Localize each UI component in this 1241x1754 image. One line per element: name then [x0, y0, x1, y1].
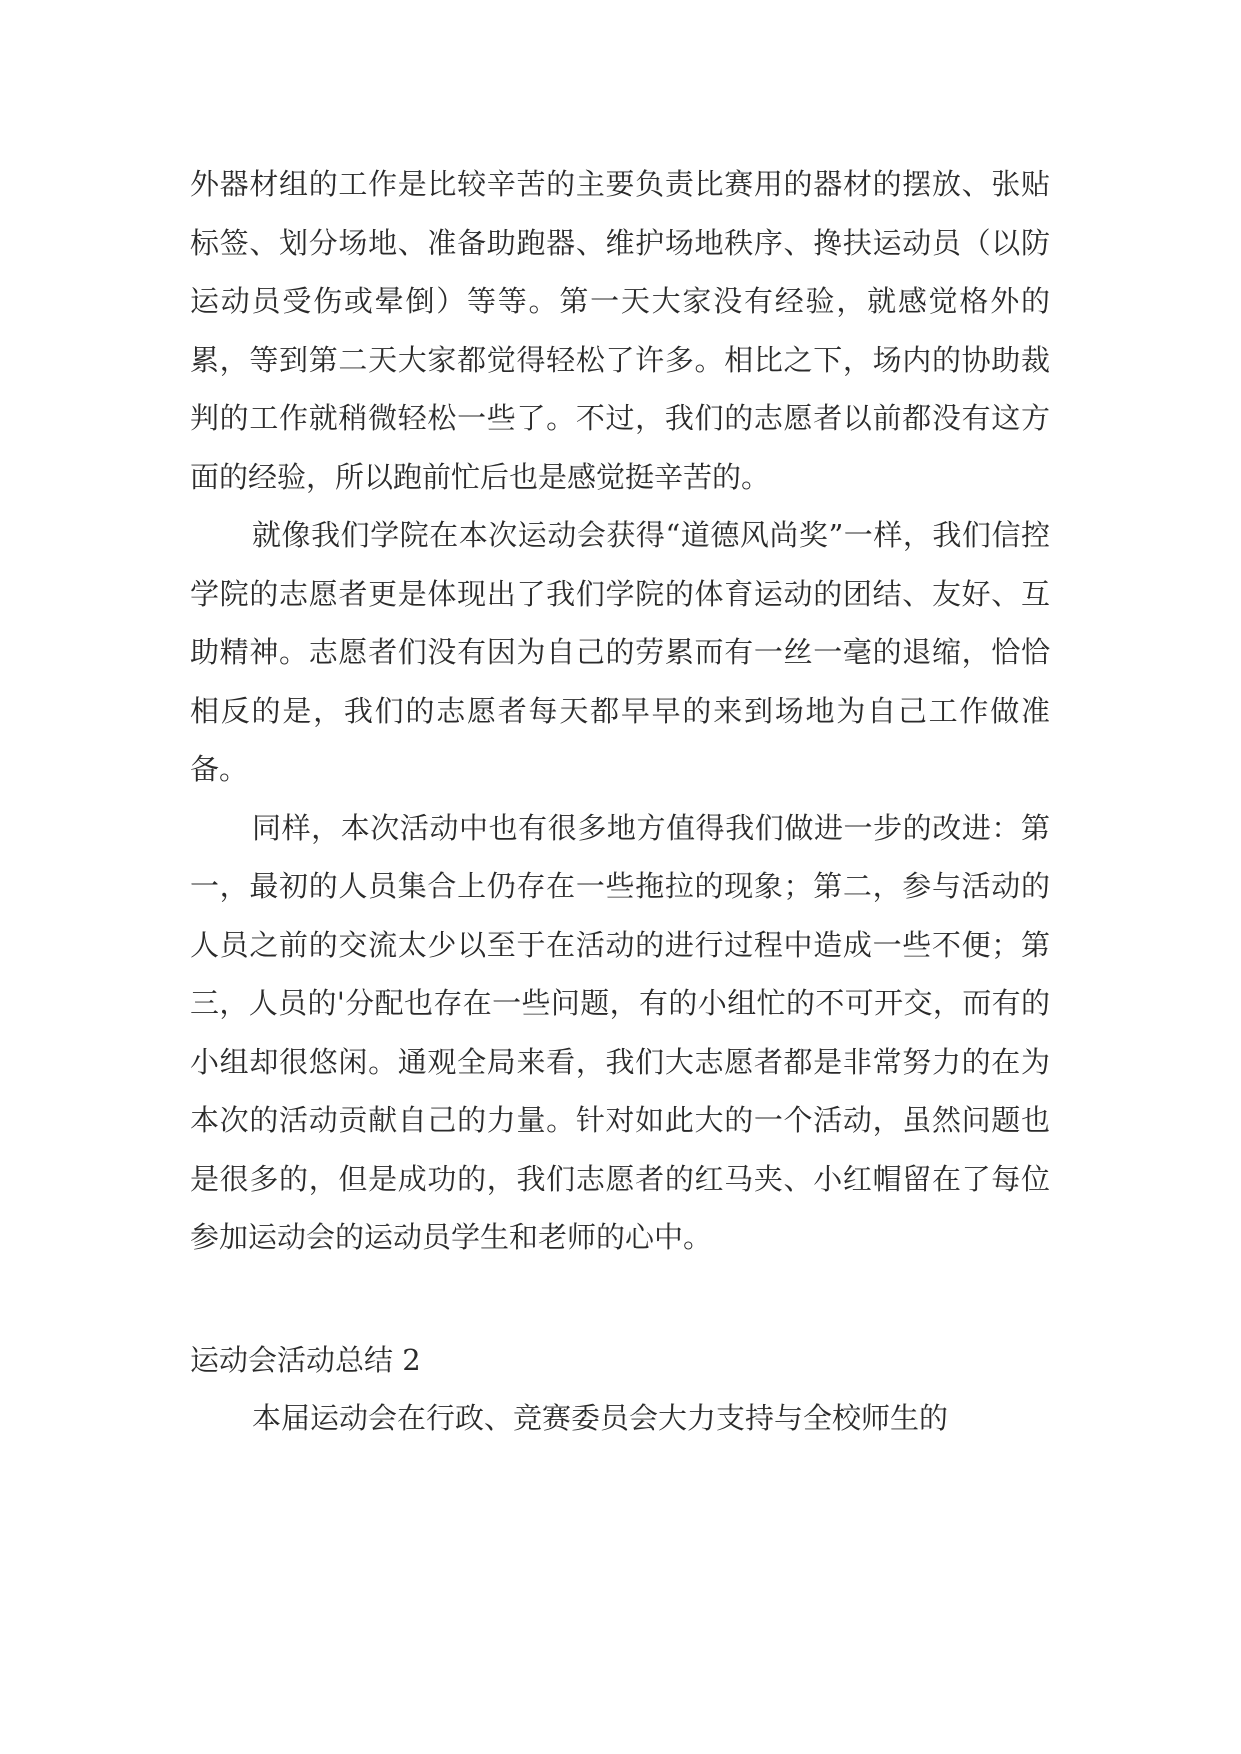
paragraph-equipment-group: 外器材组的工作是比较辛苦的主要负责比赛用的器材的摆放、张贴标签、划分场地、准备助跑器、维护场地秩序、搀扶运动员（以防运动员受伤或晕倒）等等。第一天大家没有经验，就感觉格外的累，等到第二天大家都觉得轻松了许多。相比之下，场内的协助裁判的工作就稍微轻松一些了。不过，我们的志愿者以前都没有这方面的经验，所以跑前忙后也是感觉挺辛苦的。 [190, 167, 1050, 494]
section-heading: 运动会活动总结 2 [190, 1342, 421, 1377]
paragraph-ethics-award: 就像我们学院在本次运动会获得“道德风尚奖”一样，我们信控学院的志愿者更是体现出了我们学院的体育运动的团结、友好、互助精神。志愿者们没有因为自己的劳累而有一丝一毫的退缩，恰恰相反的是，我们的志愿者每天都早早的来到场地为自己工作做准备。 [190, 518, 1050, 786]
paragraph-improvements: 同样，本次活动中也有很多地方值得我们做进一步的改进：第一，最初的人员集合上仍存在一些拖拉的现象；第二，参与活动的人员之前的交流太少以至于在活动的进行过程中造成一些不便；第三，人员的'分配也存在一些问题，有的小组忙的不可开交，而有的小组却很悠闲。通观全局来看，我们大志愿者都是非常努力的在为本次的活动贡献自己的力量。针对如此大的一个活动，虽然问题也是很多的，但是成功的，我们志愿者的红马夹、小红帽留在了每位参加运动会的运动员学生和老师的心中。 [190, 810, 1050, 1254]
paragraph-section2-intro: 本届运动会在行政、竞赛委员会大力支持与全校师生的 [252, 1401, 949, 1435]
document-body [190, 155, 1050, 1448]
